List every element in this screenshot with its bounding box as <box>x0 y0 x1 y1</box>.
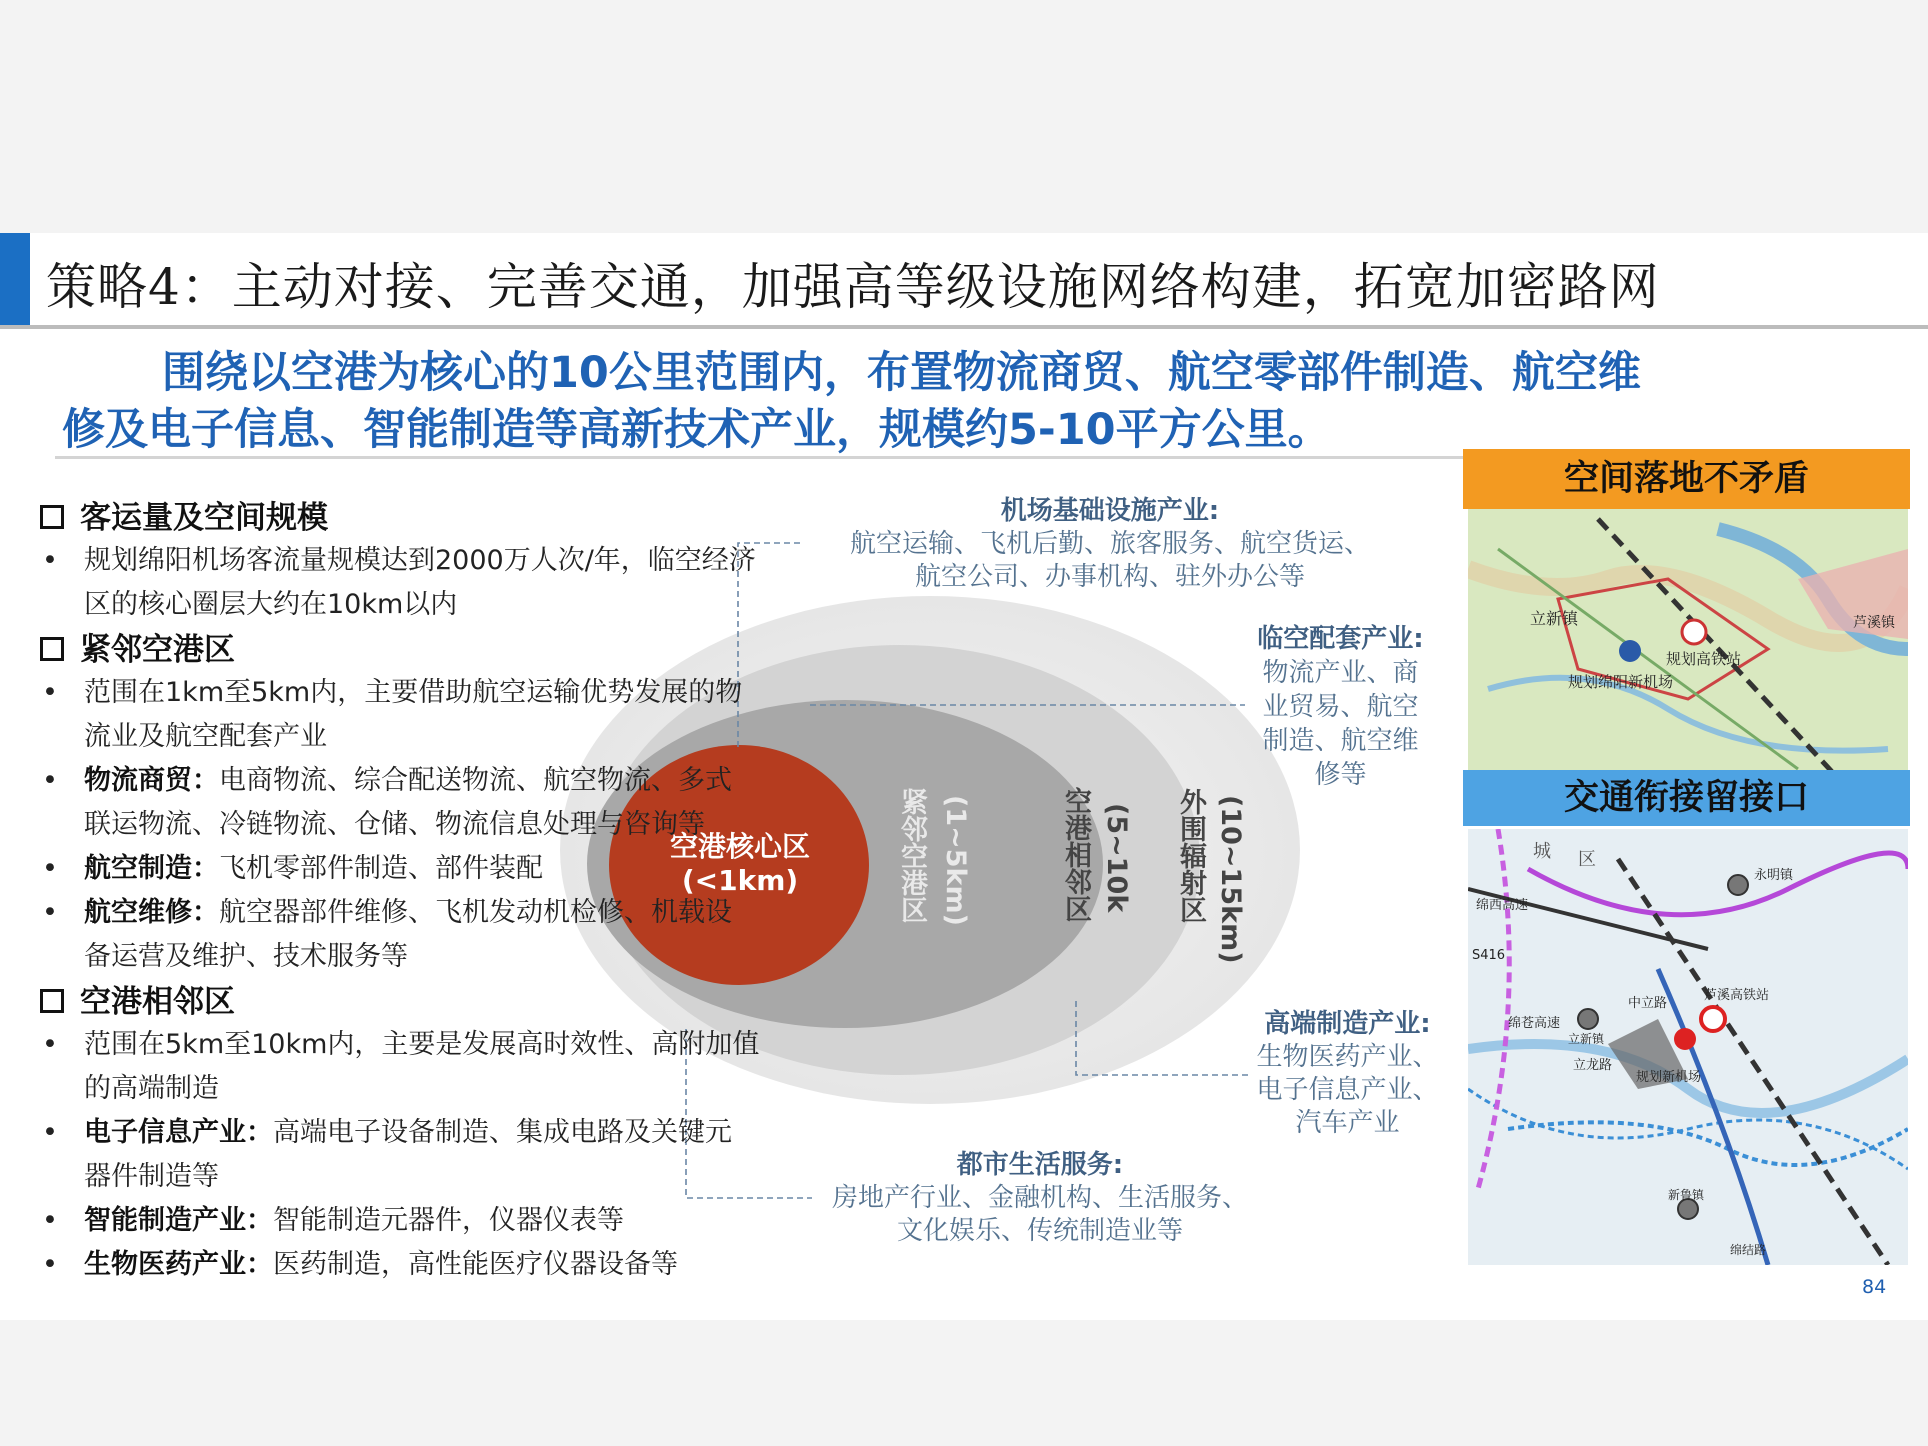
cat-urban-heading: 都市生活服务: <box>956 1150 1124 1180</box>
item-bold: 航空制造： <box>84 853 219 884</box>
map-bottom <box>1468 829 1908 1265</box>
cat-urban <box>790 1149 1290 1248</box>
airport-icon <box>1674 1028 1696 1050</box>
panel-bottom-heading: 交通衔接留接口 <box>1463 770 1910 826</box>
core-name: 空港核心区 <box>669 830 810 863</box>
map-label-airport: 规划新机场 <box>1636 1070 1702 1085</box>
item-bold: 智能制造产业： <box>84 1205 273 1236</box>
checkbox-icon <box>40 989 64 1013</box>
map-bottom-graphic <box>1468 829 1908 1265</box>
map-label-road: 中立路 <box>1628 996 1668 1011</box>
map-label-town1: 永明镇 <box>1754 868 1794 883</box>
map-label-cheng: 城 <box>1533 841 1551 862</box>
section-heading-text: 空港相邻区 <box>80 984 235 1020</box>
cat-support-heading: 临空配套产业: <box>1257 624 1424 654</box>
town-icon <box>1578 1009 1598 1029</box>
bullet-icon: • <box>42 853 58 884</box>
item-text-cont: 联运物流、冷链物流、仓储、物流信息处理与咨询等 <box>84 809 705 840</box>
cat-urban-line1: 房地产行业、金融机构、生活服务、 <box>831 1183 1248 1213</box>
item-text: 飞机零部件制造、部件装配 <box>219 853 543 884</box>
cat-airport-line1: 航空运输、飞机后勤、旅客服务、航空货运、 <box>849 529 1370 559</box>
bullet-icon: • <box>42 765 58 796</box>
list-item <box>40 1199 800 1243</box>
bullet-icon: • <box>42 545 58 576</box>
list-item <box>40 759 800 847</box>
map-label-highway: 绵西高速 <box>1476 898 1529 913</box>
bullet-icon: • <box>42 1205 58 1236</box>
item-text-cont: 的高端制造 <box>84 1073 219 1104</box>
map-top-graphic <box>1468 509 1908 799</box>
map-label-road2: 立龙路 <box>1573 1058 1613 1073</box>
ring3-name: 外围辐射区 <box>1175 788 1206 923</box>
checkbox-icon <box>40 637 64 661</box>
list-item <box>40 671 800 759</box>
item-bold: 生物医药产业： <box>84 1249 273 1280</box>
airport-icon <box>1619 640 1641 662</box>
item-bold: 物流商贸： <box>84 765 219 796</box>
cat-hightech <box>1255 1008 1440 1140</box>
cat-airport-line2: 航空公司、办事机构、驻外办公等 <box>914 562 1305 592</box>
ring2-range: (5~10k <box>1101 803 1132 913</box>
section-heading <box>40 629 800 671</box>
cat-support-line: 物流产业、商 <box>1262 658 1419 688</box>
map-label-road3: 绵结路 <box>1730 1243 1767 1257</box>
item-text: 范围在1km至5km内，主要借助航空运输优势发展的物 <box>84 677 743 708</box>
cat-airport-heading: 机场基础设施产业: <box>1000 496 1220 526</box>
town-icon <box>1678 1199 1698 1219</box>
cat-hightech-line: 生物医药产业、 <box>1256 1042 1439 1072</box>
headline-text-2: 修及电子信息、智能制造等高新技术产业，规模约5-10平方公里。 <box>62 405 1331 455</box>
cat-support <box>1248 622 1433 792</box>
list-item <box>40 1023 800 1111</box>
slide <box>0 233 1928 1320</box>
section-heading-text: 客运量及空间规模 <box>80 500 328 536</box>
map-top-station: 规划高铁站 <box>1666 650 1742 668</box>
checkbox-icon <box>40 505 64 529</box>
item-text-cont: 流业及航空配套产业 <box>84 721 327 752</box>
item-text-cont: 区的核心圈层大约在10km以内 <box>84 589 458 620</box>
station-icon <box>1682 620 1706 644</box>
list-item <box>40 847 800 891</box>
cat-urban-line2: 文化娱乐、传统制造业等 <box>896 1216 1183 1246</box>
item-text: 航空器部件维修、飞机发动机检修、机载设 <box>219 897 732 928</box>
item-text: 医药制造，高性能医疗仪器设备等 <box>273 1249 678 1280</box>
map-top <box>1468 509 1908 799</box>
bullet-icon: • <box>42 1029 58 1060</box>
item-text: 高端电子设备制造、集成电路及关键元 <box>273 1117 732 1148</box>
ring3-range: (10~15km) <box>1215 795 1246 964</box>
cat-support-line: 业贸易、航空 <box>1262 692 1419 722</box>
bullet-icon: • <box>42 1117 58 1148</box>
map-label-qu: 区 <box>1578 849 1596 870</box>
map-label-s416: S416 <box>1472 948 1506 963</box>
map-label-highway2: 绵苍高速 <box>1508 1016 1561 1031</box>
item-text: 规划绵阳机场客流量规模达到2000万人次/年，临空经济 <box>84 545 756 576</box>
list-item <box>40 1243 800 1287</box>
section-heading <box>40 981 800 1023</box>
cat-hightech-heading: 高端制造产业: <box>1264 1009 1431 1039</box>
page-title: 策略4：主动对接、完善交通，加强高等级设施网络构建，拓宽加密路网 <box>46 258 1660 316</box>
map-label-town3: 新鲁镇 <box>1668 1188 1705 1202</box>
panel-top-heading: 空间落地不矛盾 <box>1463 449 1910 509</box>
item-bold: 电子信息产业： <box>84 1117 273 1148</box>
item-bold: 航空维修： <box>84 897 219 928</box>
section-heading-text: 紧邻空港区 <box>80 632 235 668</box>
page-number: 84 <box>1862 1276 1887 1298</box>
cat-hightech-line: 电子信息产业、 <box>1256 1075 1439 1105</box>
bullet-icon: • <box>42 677 58 708</box>
town-icon <box>1728 875 1748 895</box>
item-text: 范围在5km至10km内，主要是发展高时效性、高附加值 <box>84 1029 760 1060</box>
item-text: 智能制造元器件，仪器仪表等 <box>273 1205 624 1236</box>
section-heading <box>40 497 800 539</box>
item-text: 电商物流、综合配送物流、航空物流、多式 <box>219 765 732 796</box>
cat-support-line: 制造、航空维 <box>1262 726 1419 756</box>
headline-text-1: 围绕以空港为核心的10公里范围内，布置物流商贸、航空零部件制造、航空维 <box>162 348 1641 398</box>
list-item <box>40 1111 800 1199</box>
map-top-town: 立新镇 <box>1530 609 1579 628</box>
item-text-cont: 器件制造等 <box>84 1161 219 1192</box>
item-text-cont: 备运营及维护、技术服务等 <box>84 941 408 972</box>
core-range: (<1km) <box>681 864 799 897</box>
map-label-town2: 立新镇 <box>1568 1032 1605 1046</box>
cat-hightech-line: 汽车产业 <box>1295 1108 1400 1138</box>
ring1-range: (1~5km) <box>940 795 971 926</box>
map-top-city: 芦溪镇 <box>1853 615 1895 631</box>
ring1-name: 紧邻空港区 <box>896 788 927 923</box>
bullet-icon: • <box>42 897 58 928</box>
ring2-name: 空港相邻区 <box>1060 787 1091 922</box>
map-top-airport: 规划绵阳新机场 <box>1568 673 1674 691</box>
cat-support-line: 修等 <box>1314 760 1367 790</box>
list-item <box>40 539 800 627</box>
left-column <box>40 495 800 1287</box>
map-label-station: 芦溪高铁站 <box>1704 988 1770 1003</box>
bullet-icon: • <box>42 1249 58 1280</box>
list-item <box>40 891 800 979</box>
cat-airport <box>830 495 1390 594</box>
station-icon <box>1701 1007 1725 1031</box>
